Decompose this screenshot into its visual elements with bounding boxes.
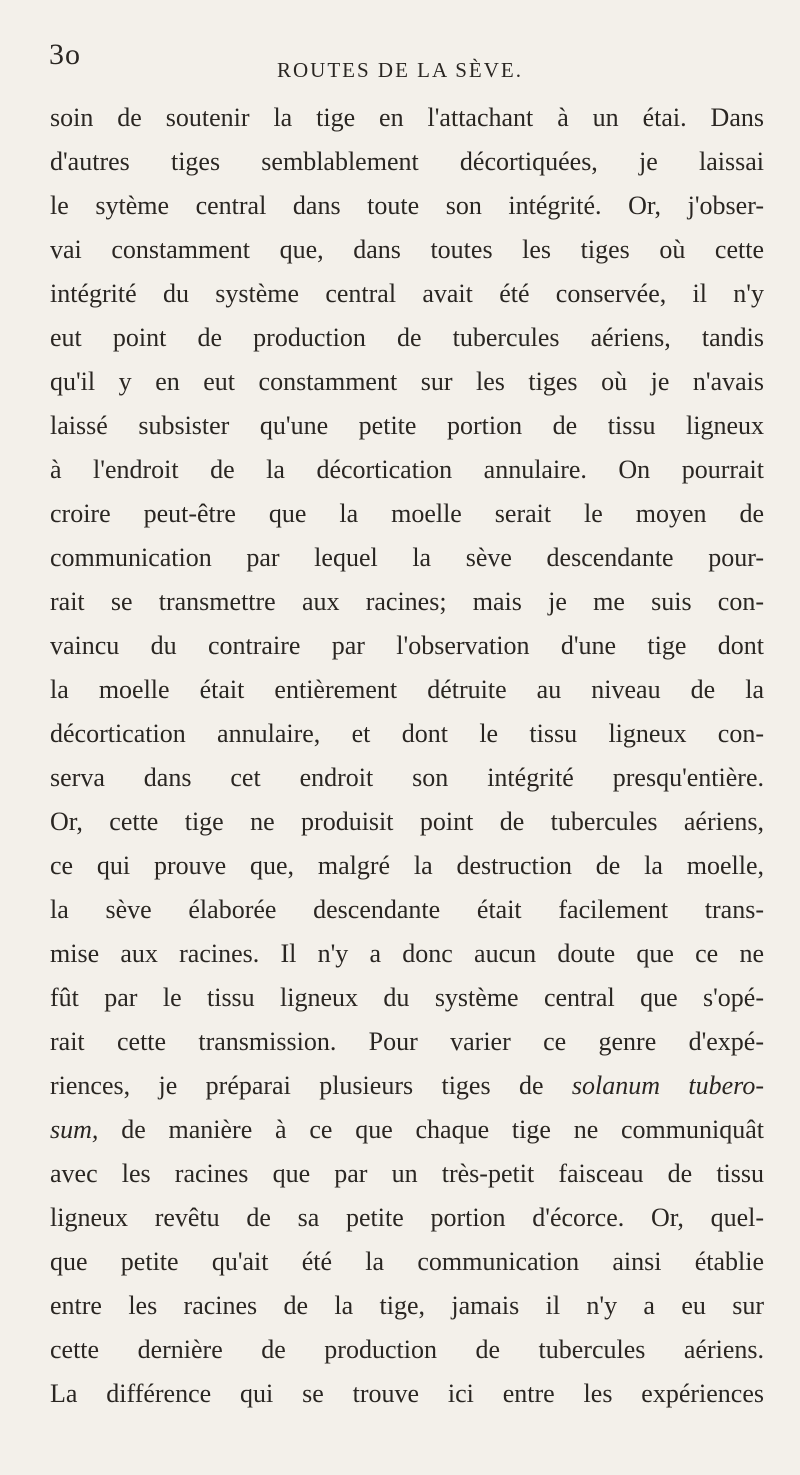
text-line: la moelle était entièrement détruite au niveau de la <box>50 675 764 704</box>
text-line: rait cette transmission. Pour varier ce genre d'expé- <box>50 1027 764 1056</box>
text-line: laissé subsister qu'une petite portion de tissu ligneux <box>50 411 764 440</box>
text-line: fût par le tissu ligneux du système central que s'opé- <box>50 983 764 1012</box>
text-line: ligneux revêtu de sa petite portion d'écorce. Or, quel- <box>50 1203 764 1232</box>
text-line: d'autres tiges semblablement décortiquées, je laissai <box>50 147 764 176</box>
text-line: vaincu du contraire par l'observation d'une tige dont <box>50 631 764 660</box>
text-line-with-italic <box>50 1064 764 1108</box>
text-line: communication par lequel la sève descendante pour- <box>50 543 764 572</box>
text-line: Or, cette tige ne produisit point de tubercules aériens, <box>50 807 764 836</box>
text-line: vai constamment que, dans toutes les tiges où cette <box>50 235 764 264</box>
text-line: avec les racines que par un très-petit faisceau de tissu <box>50 1159 764 1188</box>
italic-species-name: solanum tubero- <box>571 1071 764 1100</box>
text-line: qu'il y en eut constamment sur les tiges où je n'avais <box>50 367 764 396</box>
text-line: serva dans cet endroit son intégrité presqu'entière. <box>50 763 764 792</box>
text-line: le sytème central dans toute son intégrité. Or, j'obser- <box>50 191 764 220</box>
text-line-with-italic <box>50 1108 764 1152</box>
text-line: entre les racines de la tige, jamais il n'y a eu sur <box>50 1291 764 1320</box>
running-title: ROUTES DE LA SÈVE. <box>277 58 523 82</box>
text-line: à l'endroit de la décortication annulaire. On pourrait <box>50 455 764 484</box>
text-line: mise aux racines. Il n'y a donc aucun doute que ce ne <box>50 939 764 968</box>
text-segment: de manière à ce que chaque tige ne communiquât <box>98 1115 764 1144</box>
text-segment: riences, je préparai plusieurs tiges de <box>50 1071 572 1100</box>
text-line: eut point de production de tubercules aériens, tandis <box>50 323 764 352</box>
text-line: cette dernière de production de tubercules aériens. <box>50 1335 764 1364</box>
text-line: ce qui prouve que, malgré la destruction de la moelle, <box>50 851 764 880</box>
text-line: décortication annulaire, et dont le tissu ligneux con- <box>50 719 764 748</box>
text-line: croire peut-être que la moelle serait le moyen de <box>50 499 764 528</box>
italic-species-name: sum, <box>50 1115 99 1144</box>
text-line: que petite qu'ait été la communication ainsi établie <box>50 1247 764 1276</box>
body-text <box>50 96 764 1416</box>
text-line: soin de soutenir la tige en l'attachant à un étai. Dans <box>50 103 764 132</box>
page-number: 3o <box>49 38 81 71</box>
text-line: intégrité du système central avait été conservée, il n'y <box>50 279 764 308</box>
text-line: la sève élaborée descendante était facilement trans- <box>50 895 764 924</box>
text-line: La différence qui se trouve ici entre les expériences <box>50 1379 764 1408</box>
text-line: rait se transmettre aux racines; mais je me suis con- <box>50 587 764 616</box>
